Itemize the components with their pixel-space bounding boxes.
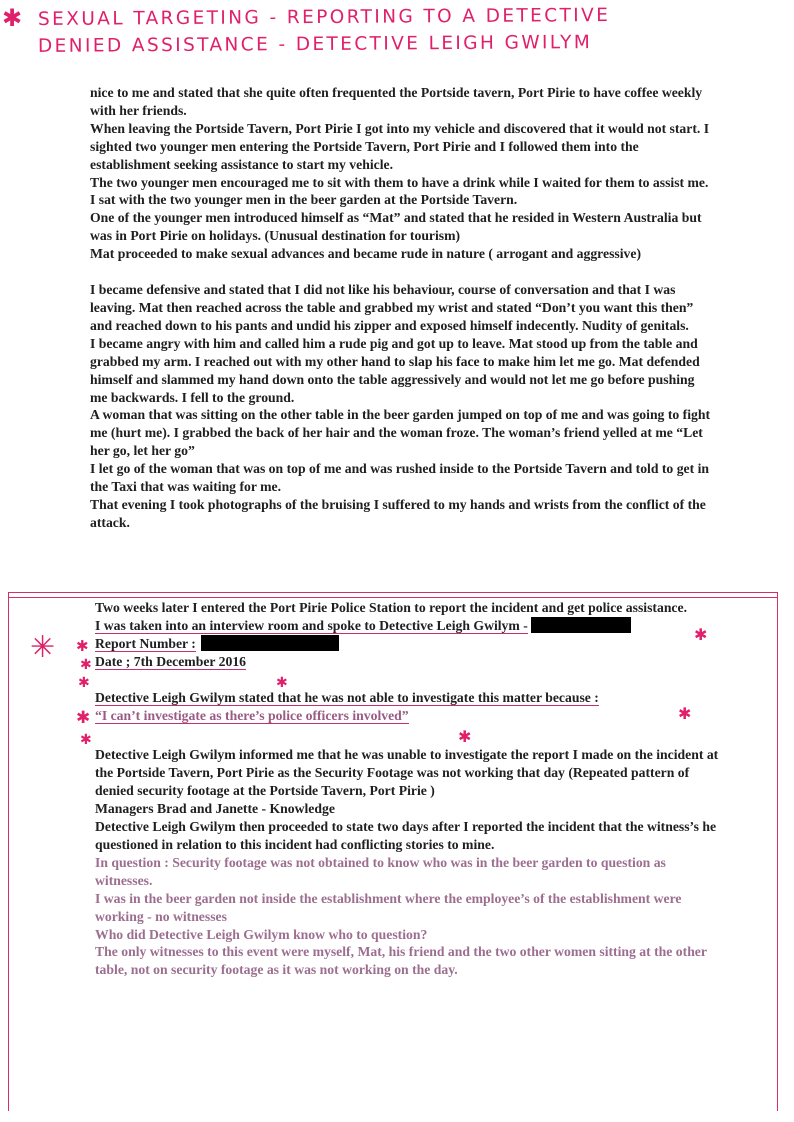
asterisk-mark-icon: ✱ <box>76 637 89 655</box>
stated-line <box>95 689 720 707</box>
paragraph: A woman that was sitting on the other table in the beer garden jumped on top of me and was going to fight me (hurt me). I grabbed the back of her hair and the woman froze. The woman’s friend yelled at me “Let her go, let her go” <box>90 407 711 459</box>
question-paragraph: The only witnesses to this event were myself, Mat, his friend and the two other women sitting at the other table, not on security footage as it was not working on the day. <box>95 944 707 978</box>
interview-line <box>95 617 720 635</box>
detective-quote: “I can’t investigate as there’s police officers involved” <box>95 707 409 723</box>
asterisk-mark-icon: ✱ <box>76 708 91 728</box>
date-line <box>95 653 720 671</box>
detective-statement: Detective Leigh Gwilym stated that he was not able to investigate this matter because : <box>95 689 599 705</box>
question-paragraph: I was in the beer garden not inside the establishment where the employee’s of the establishment were working - no witnesses <box>95 890 682 924</box>
redacted-name-block <box>531 617 631 633</box>
paragraph: That evening I took photographs of the bruising I suffered to my hands and wrists from the conflict of the attack. <box>90 496 706 530</box>
question-paragraph: Who did Detective Leigh Gwilym know who to question? <box>95 926 428 942</box>
paragraph: One of the younger men introduced himself as “Mat” and stated that he resided in Western Australia but was in Port Pirie on holidays. (Unusual destination for tourism) <box>90 210 702 244</box>
paragraph: The two younger men encouraged me to sit with them to have a drink while I waited for them to assist me. I sat with the two younger men in the beer garden at the Portside Tavern. <box>90 174 709 208</box>
question-paragraph: In question : Security footage was not obtained to know who was in the beer garden to question as witnesses. <box>95 854 666 888</box>
report-number-line <box>95 635 720 653</box>
asterisk-mark-icon: ✱ <box>80 657 92 673</box>
statement-body <box>90 84 715 532</box>
paragraph: I became defensive and stated that I did not like his behaviour, course of conversation and that I was leaving. Mat then reached across the table and grabbed my wrist and stated “Don’t you want this then” and reached down to his pants and undid his zipper and exposed himself indecently. Nudity of genitals. <box>90 282 694 333</box>
interview-text: I was taken into an interview room and spoke to Detective Leigh Gwilym - <box>95 617 528 633</box>
asterisk-mark-icon: ✳ <box>30 630 56 665</box>
paragraph: nice to me and stated that she quite often frequented the Portside tavern, Port Pirie to have coffee weekly with her friends. <box>90 85 703 118</box>
asterisk-mark-icon: ✱ <box>458 727 472 746</box>
asterisk-mark-icon: ✱ <box>2 4 23 32</box>
paragraph: Mat proceeded to make sexual advances and became rude in nature ( arrogant and aggressive) <box>90 246 642 262</box>
paragraph: I let go of the woman that was on top of me and was rushed inside to the Portside Tavern and told to get in the Taxi that was waiting for me. <box>90 461 710 495</box>
paragraph: Detective Leigh Gwilym then proceeded to state two days after I reported the incident that the witness’s he questioned in relation to this incident had conflicting stories to mine. <box>95 819 717 852</box>
frame-top-line <box>8 597 778 598</box>
asterisk-mark-icon: ✱ <box>78 675 90 691</box>
paragraph: When leaving the Portside Tavern, Port Pirie I got into my vehicle and discovered that it would not start. I sighted two younger men entering the Portside Tavern, Port Pirie and I followed them into the establishment seeking assistance to start my vehicle. <box>90 120 710 172</box>
paragraph: I became angry with him and called him a rude pig and got up to leave. Mat stood up from the table and grabbed my arm. I reached out with my other hand to slap his face to make him let me go. Mat defended himself and slammed my hand down onto the table aggressively and would not let me go before pushing me backwards. I fell to the ground. <box>90 335 700 405</box>
asterisk-mark-icon: ✱ <box>694 625 708 644</box>
handwritten-title-line-1: SEXUAL TARGETING - REPORTING TO A DETECTIVE <box>37 5 611 30</box>
asterisk-mark-icon: ✱ <box>678 704 692 723</box>
redacted-report-number-block <box>201 635 339 651</box>
police-report-section <box>95 599 720 979</box>
intro-paragraph: Two weeks later I entered the Port Pirie Police Station to report the incident and get police assistance. <box>95 600 688 615</box>
report-number-label: Report Number : <box>95 635 196 651</box>
handwritten-title-line-2: DENIED ASSISTANCE - DETECTIVE LEIGH GWILYM <box>37 32 593 57</box>
quote-line <box>95 704 720 725</box>
paragraph: Detective Leigh Gwilym informed me that he was unable to investigate the report I made on the incident at the Portside Tavern, Port Pirie as the Security Footage was not working that day (Repeated pattern of denied security footage at the Portside Tavern, Port Pirie ) <box>95 747 719 799</box>
asterisk-mark-icon: ✱ <box>276 675 288 691</box>
report-date: Date ; 7th December 2016 <box>95 653 247 669</box>
asterisk-mark-icon: ✱ <box>80 732 92 748</box>
paragraph: Managers Brad and Janette - Knowledge <box>95 801 335 817</box>
